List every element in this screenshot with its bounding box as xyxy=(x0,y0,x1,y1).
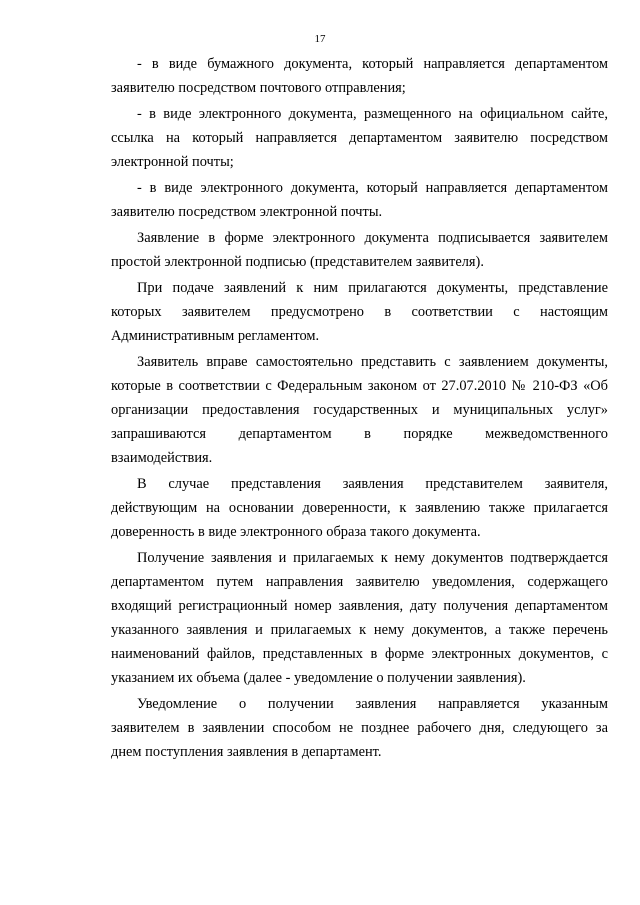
text-line: Уведомление о получении заявления направляется указанным xyxy=(137,696,608,712)
text-line: взаимодействия. xyxy=(111,450,213,466)
text-line: Административным регламентом. xyxy=(111,328,320,344)
text-line: При подаче заявлений к ним прилагаются документы, представление xyxy=(137,280,608,296)
text-line: простой электронной подписью (представителем заявителя). xyxy=(111,254,484,270)
paragraph-delivery-paper xyxy=(111,52,608,100)
text-line: заявителю посредством почтового отправления; xyxy=(111,80,406,96)
text-line: действующим на основании доверенности, к заявлению также прилагается xyxy=(111,500,608,516)
paragraph-delivery-email xyxy=(111,176,608,224)
text-line: электронной почты; xyxy=(111,154,234,170)
text-line: Получение заявления и прилагаемых к нему документов подтверждается xyxy=(137,550,608,566)
paragraph-representative xyxy=(111,472,608,544)
text-line: наименований файлов, представленных в форме электронных документов, с xyxy=(111,646,608,662)
text-line: днем поступления заявления в департамент. xyxy=(111,744,382,760)
document-body xyxy=(111,52,608,766)
text-line: которых заявителем предусмотрено в соответствии с настоящим xyxy=(111,304,608,320)
paragraph-attached-documents xyxy=(111,276,608,348)
text-line: указанием их объема (далее - уведомление о получении заявления). xyxy=(111,670,526,686)
text-line: которые в соответствии с Федеральным законом от 27.07.2010 № 210-ФЗ «Об xyxy=(111,378,608,394)
text-line: - в виде электронного документа, который направляется департаментом xyxy=(137,180,608,196)
text-line: В случае представления заявления представителем заявителя, xyxy=(137,476,608,492)
page-number: 17 xyxy=(314,33,326,45)
text-line: - в виде бумажного документа, который направляется департаментом xyxy=(137,56,608,72)
text-line: заявителю посредством электронной почты. xyxy=(111,204,383,220)
paragraph-receipt-confirmation xyxy=(111,546,608,690)
text-line: запрашиваются департаментом в порядке межведомственного xyxy=(111,426,608,442)
text-line: указанного заявления и прилагаемых к нему документов, а также перечень xyxy=(111,622,608,638)
paragraph-notification xyxy=(111,692,608,764)
paragraph-signature xyxy=(111,226,608,274)
text-line: Заявитель вправе самостоятельно представить с заявлением документы, xyxy=(137,354,608,370)
text-line: заявителем в заявлении способом не позднее рабочего дня, следующего за xyxy=(111,720,608,736)
text-line: Заявление в форме электронного документа подписывается заявителем xyxy=(137,230,608,246)
text-line: доверенность в виде электронного образа такого документа. xyxy=(111,524,481,540)
paragraph-delivery-website xyxy=(111,102,608,174)
text-line: организации предоставления государственных и муниципальных услуг» xyxy=(111,402,608,418)
text-line: ссылка на который направляется департаментом заявителю посредством xyxy=(111,130,608,146)
text-line: входящий регистрационный номер заявления, дату получения департаментом xyxy=(111,598,608,614)
paragraph-applicant-rights xyxy=(111,350,608,470)
text-line: - в виде электронного документа, размещенного на официальном сайте, xyxy=(137,106,608,122)
text-line: департаментом путем направления заявителю уведомления, содержащего xyxy=(111,574,608,590)
